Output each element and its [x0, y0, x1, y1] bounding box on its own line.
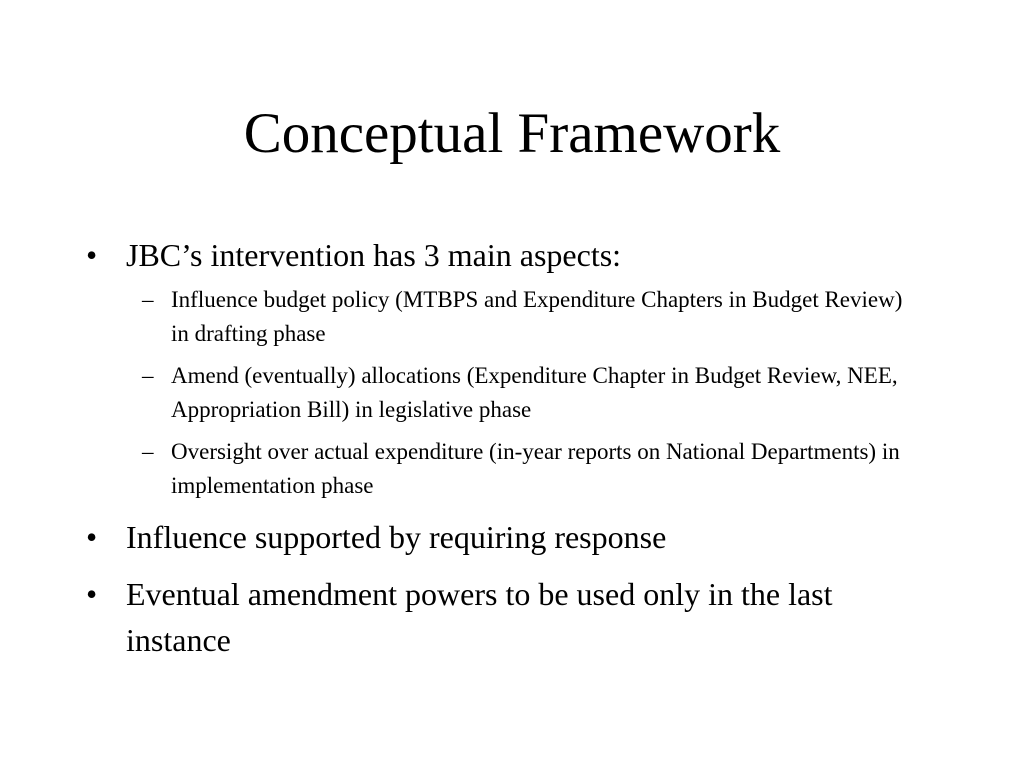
sub-bullet-text: Influence budget policy (MTBPS and Expenditure Chapters in Budget Review) in drafting phase: [171, 287, 903, 346]
sub-bullet-item: [86, 283, 916, 351]
sub-bullet-marker: –: [142, 439, 154, 464]
sub-bullet-text: Amend (eventually) allocations (Expenditure Chapter in Budget Review, NEE, Appropriation Bill) in legislative phase: [171, 363, 898, 422]
sub-bullet-item: [86, 435, 916, 503]
bullet-marker: •: [86, 519, 98, 555]
bullet-item: [86, 232, 916, 503]
bullet-text: Influence supported by requiring response: [126, 519, 667, 555]
bullet-item: [86, 514, 916, 560]
bullet-marker: •: [86, 576, 98, 612]
sub-bullet-marker: –: [142, 287, 154, 312]
bullet-item: [86, 571, 916, 663]
sub-bullet-item: [86, 359, 916, 427]
bullet-text: Eventual amendment powers to be used only in the last instance: [126, 576, 833, 658]
sub-bullet-marker: –: [142, 363, 154, 388]
sub-bullet-list: [126, 283, 916, 503]
sub-bullet-text: Oversight over actual expenditure (in-year reports on National Departments) in implementation phase: [171, 439, 900, 498]
bullet-text: JBC’s intervention has 3 main aspects:: [126, 237, 622, 273]
slide-title: Conceptual Framework: [243, 102, 781, 165]
slide-body: [86, 232, 916, 663]
bullet-marker: •: [86, 237, 98, 273]
